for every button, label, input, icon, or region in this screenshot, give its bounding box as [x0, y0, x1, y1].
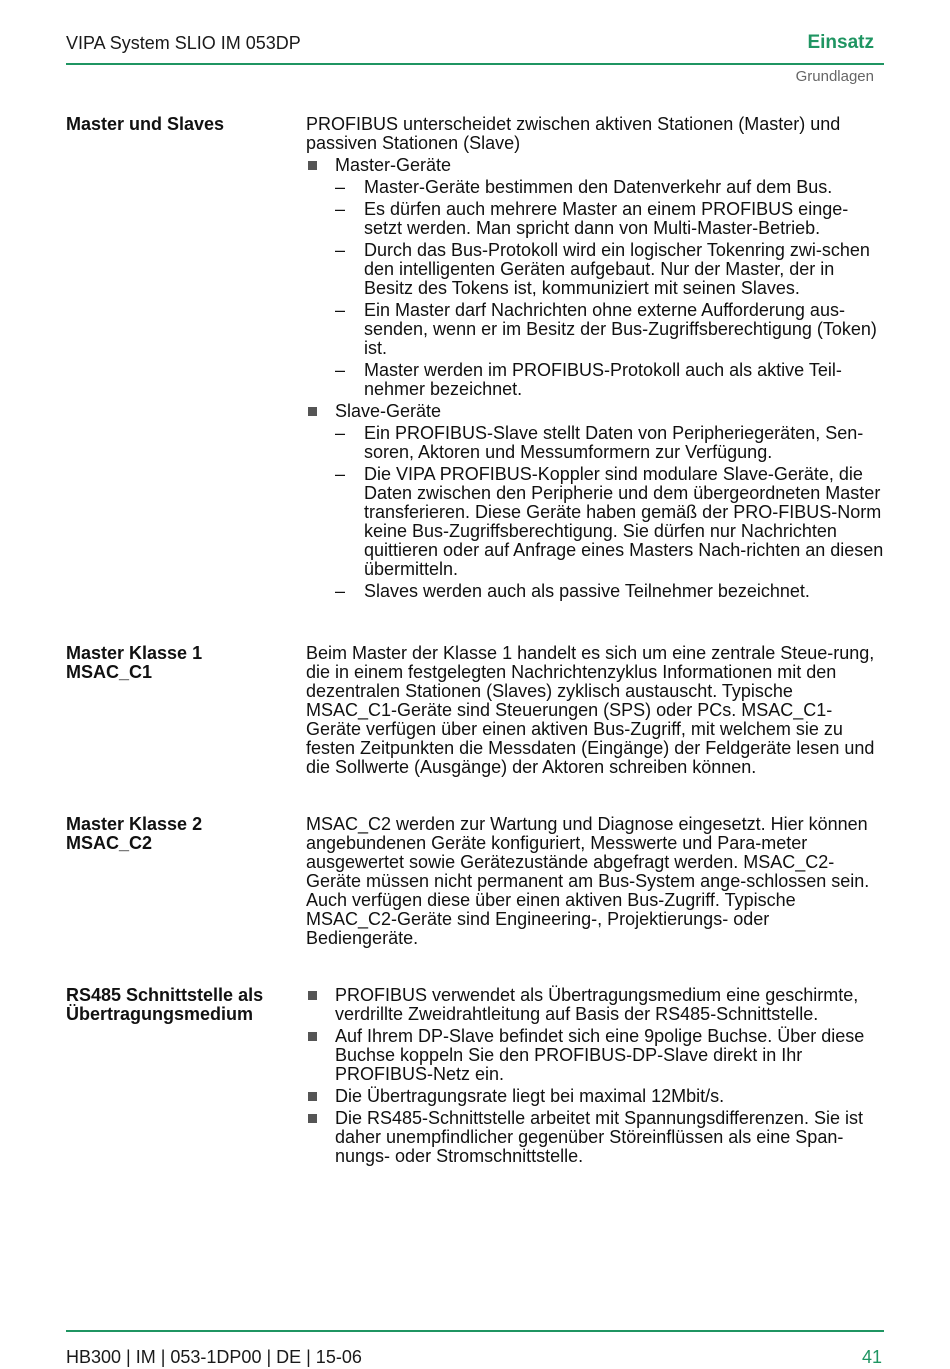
dash-bullet-icon: – — [335, 423, 346, 443]
document-reference: HB300 | IM | 053-1DP00 | DE | 15-06 — [66, 1347, 362, 1367]
footer-divider — [66, 1330, 884, 1332]
heading-line: MSAC_C2 — [66, 833, 153, 853]
heading-line: Master Klasse 1 — [66, 643, 203, 663]
page-number: 41 — [861, 1347, 882, 1367]
rs485-list — [306, 986, 886, 1166]
dash-bullet-icon: – — [335, 581, 346, 601]
chapter-title: Einsatz — [807, 32, 874, 53]
heading-line: Master Klasse 2 — [66, 814, 203, 834]
header-divider — [66, 63, 884, 65]
list-item — [335, 465, 886, 579]
list-item — [335, 361, 886, 399]
square-bullet-icon — [308, 407, 317, 416]
section-body — [306, 986, 886, 1166]
section-body — [306, 815, 886, 948]
group-label: Slave-Geräte — [335, 401, 442, 421]
list-item-slave-devices — [306, 402, 886, 601]
list-item — [335, 241, 886, 298]
intro-paragraph: PROFIBUS unterscheidet zwischen aktiven Stationen (Master) und passiven Stationen (Slave) — [306, 114, 841, 153]
item-text: PROFIBUS verwendet als Übertragungsmedium eine geschirmte, verdrillte Zweidrahtleitung auf Basis der RS485-Schnittstelle. — [335, 985, 859, 1024]
dash-bullet-icon: – — [335, 360, 346, 380]
section-body — [306, 644, 886, 777]
item-text: Slaves werden auch als passive Teilnehmer bezeichnet. — [364, 581, 810, 601]
square-bullet-icon — [308, 161, 317, 170]
list-item — [335, 178, 886, 197]
item-text: Durch das Bus-Protokoll wird ein logischer Tokenring zwi-schen den intelligenten Geräten aufgebaut. Nur der Master, der in Besitz des Tokens ist, kommuniziert mit seinen Slaves. — [364, 240, 870, 298]
item-text: Die Übertragungsrate liegt bei maximal 12Mbit/s. — [335, 1086, 725, 1106]
list-item-master-devices — [306, 156, 886, 399]
item-text: Die VIPA PROFIBUS-Koppler sind modulare Slave-Geräte, die Daten zwischen den Peripherie und dem übergeordneten Master transferieren. Diese Geräte haben gemäß der PRO-FIBUS-Norm keine Bus-Zugriffsberechtigung. Sie dürfen nur Nachrichten quittieren oder auf Anfrage eines Masters Nach-richten an diesen übermitteln. — [364, 464, 884, 579]
slave-details-list — [335, 424, 886, 601]
section-heading — [66, 815, 296, 853]
item-text: Es dürfen auch mehrere Master an einem PROFIBUS einge-setzt werden. Man spricht dann von Multi-Master-Betrieb. — [364, 199, 849, 238]
dash-bullet-icon: – — [335, 240, 346, 260]
dash-bullet-icon: – — [335, 464, 346, 484]
item-text: Master-Geräte bestimmen den Datenverkehr auf dem Bus. — [364, 177, 833, 197]
dash-bullet-icon: – — [335, 177, 346, 197]
list-item — [335, 424, 886, 462]
list-item — [306, 1087, 886, 1106]
dash-bullet-icon: – — [335, 199, 346, 219]
item-text: Die RS485-Schnittstelle arbeitet mit Spannungsdifferenzen. Sie ist daher unempfindlicher gegenüber Störeinflüssen als eine Span-nungs- oder Stromschnittstelle. — [335, 1108, 863, 1166]
dash-bullet-icon: – — [335, 300, 346, 320]
list-item — [335, 582, 886, 601]
heading-text: Master und Slaves — [66, 114, 225, 134]
section-body — [306, 115, 886, 601]
device-list — [306, 156, 886, 601]
body-paragraph: MSAC_C2 werden zur Wartung und Diagnose eingesetzt. Hier können angebundenen Geräte konfiguriert, Messwerte und Para-meter ausgewertet sowie Gerätezustände abgefragt werden. MSAC_C2-Geräte müssen nicht permanent am Bus-System ange-schlossen sein. Auch verfügen diese über einen aktiven Bus-Zugriff. Typische MSAC_C2-Geräte sind Engineering-, Projektierungs- oder Bediengeräte. — [306, 814, 870, 948]
group-label: Master-Geräte — [335, 155, 452, 175]
list-item — [335, 200, 886, 238]
document-title: VIPA System SLIO IM 053DP — [66, 33, 301, 53]
list-item — [306, 986, 886, 1024]
section-heading — [66, 644, 296, 682]
item-text: Ein Master darf Nachrichten ohne externe Aufforderung aus-senden, wenn er im Besitz der Bus-Zugriffsberechtigung (Token) ist. — [364, 300, 877, 358]
square-bullet-icon — [308, 1092, 317, 1101]
section-heading — [66, 986, 296, 1024]
master-details-list — [335, 178, 886, 399]
list-item — [306, 1109, 886, 1166]
list-item — [306, 1027, 886, 1084]
item-text: Auf Ihrem DP-Slave befindet sich eine 9polige Buchse. Über diese Buchse koppeln Sie den PROFIBUS-DP-Slave direkt in Ihr PROFIBUS-Netz ein. — [335, 1026, 865, 1084]
square-bullet-icon — [308, 1032, 317, 1041]
square-bullet-icon — [308, 1114, 317, 1123]
heading-line: MSAC_C1 — [66, 662, 153, 682]
section-title: Grundlagen — [795, 68, 874, 85]
heading-line: RS485 Schnittstelle als — [66, 985, 264, 1005]
body-paragraph: Beim Master der Klasse 1 handelt es sich um eine zentrale Steue-rung, die in einem festgelegten Nachrichtenzyklus Informationen mit den dezentralen Stationen (Slaves) zyklisch austauscht. Typische MSAC_C1-Geräte sind Steuerungen (SPS) oder PCs. MSAC_C1-Geräte verfügen über einen aktiven Bus-Zugriff, mit welchem sie zu festen Zeitpunkten die Messdaten (Eingänge) der Feldgeräte lesen und die Sollwerte (Ausgänge) der Aktoren schreiben können. — [306, 643, 875, 777]
square-bullet-icon — [308, 991, 317, 1000]
section-heading — [66, 115, 296, 134]
heading-line: Übertragungsmedium — [66, 1004, 254, 1024]
list-item — [335, 301, 886, 358]
item-text: Ein PROFIBUS-Slave stellt Daten von Peripheriegeräten, Sen-soren, Aktoren und Messumformern zur Verfügung. — [364, 423, 864, 462]
item-text: Master werden im PROFIBUS-Protokoll auch als aktive Teil-nehmer bezeichnet. — [364, 360, 842, 399]
